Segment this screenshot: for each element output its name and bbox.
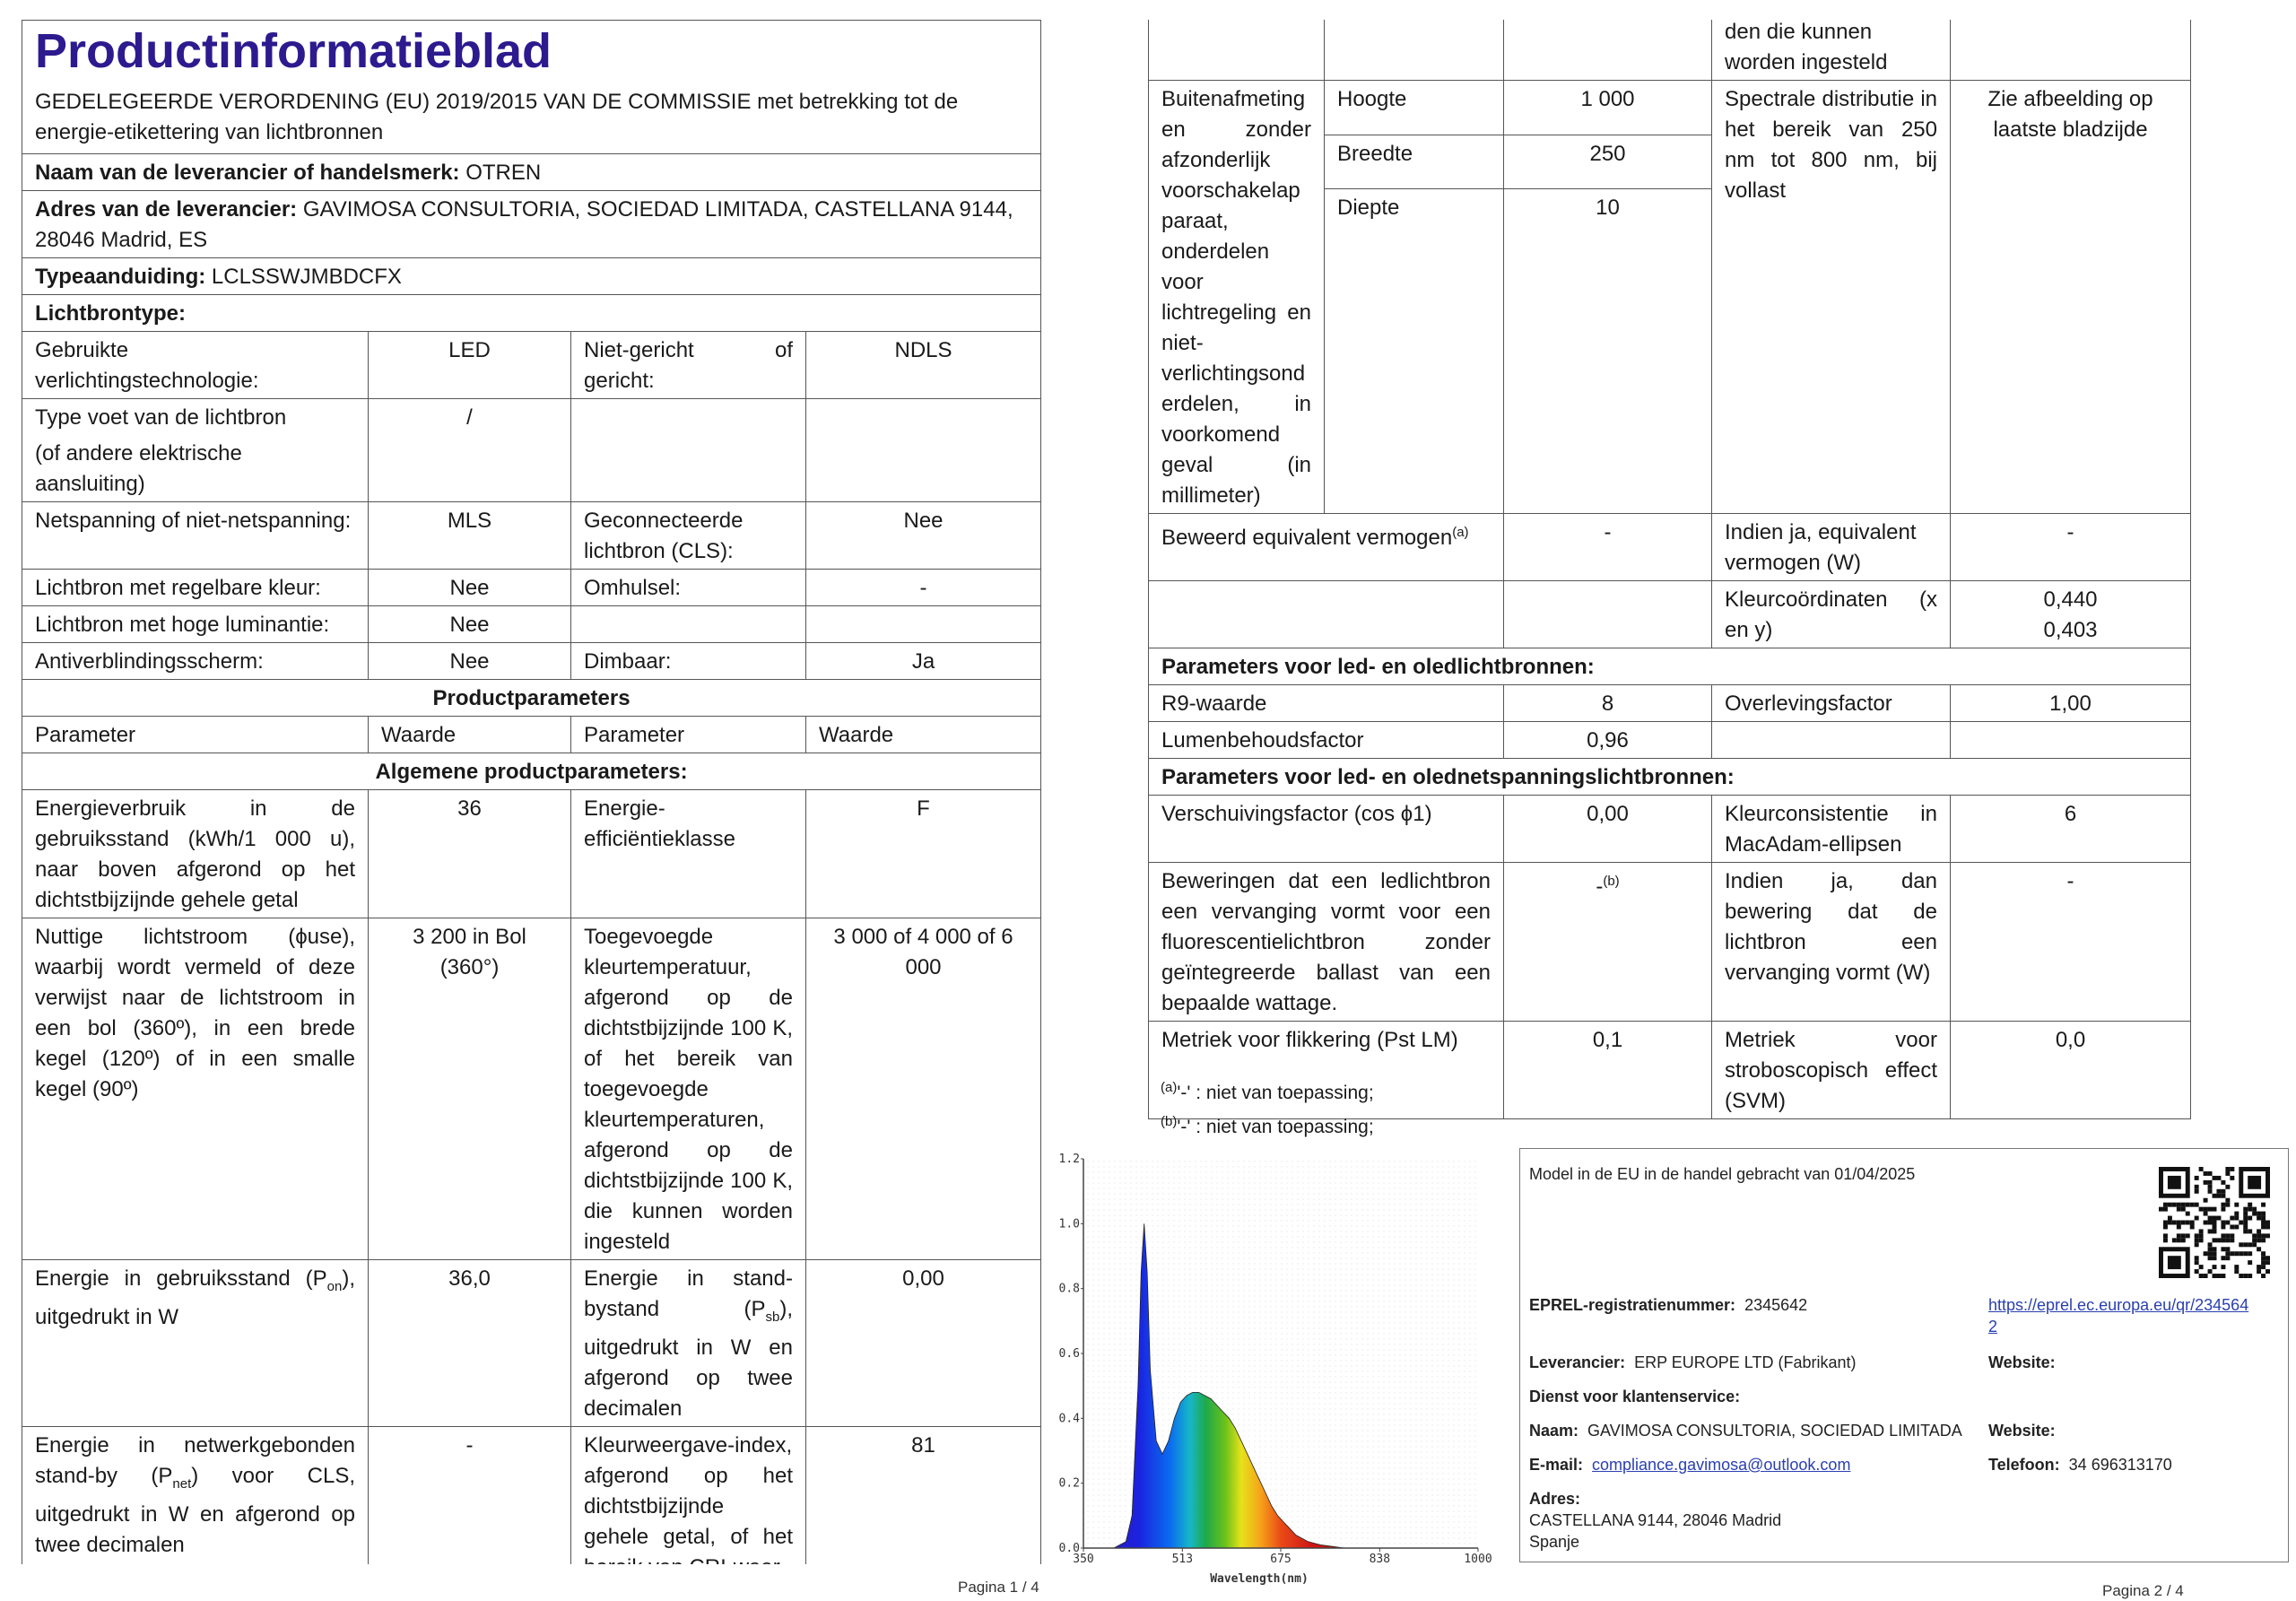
param-cell: R9-waarde <box>1149 685 1504 722</box>
column-header: Waarde <box>806 717 1041 753</box>
param-cell: Kleurweergave-index, afgerond op het dichtstbijzijnde gehele getal, of het <box>571 1426 806 1585</box>
param-cell: Lichtbron met regelbare kleur: <box>22 570 369 606</box>
column-header-row <box>22 717 1041 753</box>
value-cell: 81 <box>806 1426 1041 1585</box>
spectral-label: Spectrale distributie in het bereik van 250 nm tot 800 nm, bij vollast <box>1712 81 1951 514</box>
param-cell: Metriek voor stroboscopisch effect (SVM) <box>1712 1022 1951 1119</box>
x-tick-label: 675 <box>1270 1553 1292 1566</box>
table-row <box>22 606 1041 643</box>
value-cell: 1,00 <box>1951 685 2191 722</box>
x-axis-label: Wavelength(nm) <box>1210 1572 1309 1586</box>
param-cell: Indien ja, dan bewering dat de lichtbron een vervanging vormt (W) <box>1712 863 1951 1022</box>
section-row <box>22 680 1041 717</box>
footnote-text: '-' : niet van toepassing; <box>1177 1117 1374 1137</box>
product-parameters-heading: Productparameters <box>22 680 1041 717</box>
eprel-value: 2345642 <box>1744 1296 1808 1314</box>
x-tick-label: 513 <box>1171 1553 1194 1566</box>
model-row <box>22 258 1041 295</box>
website-label <box>1988 1352 2056 1373</box>
table-row <box>22 1426 1041 1585</box>
value-cell: 0,0 <box>1951 1022 2191 1119</box>
param-cell: Nuttige lichtstroom (ϕuse), waarbij wordt vermeld of deze verwijst naar de lichtstroom in een bol (360º), in een brede kegel (120º) of in een smalle kegel (90º) <box>22 918 369 1260</box>
param-cell: Dimbaar: <box>571 643 806 680</box>
footnote-ref: (a) <box>1452 525 1469 540</box>
param-cell: Energie-efficiëntieklasse <box>571 790 806 918</box>
table-row <box>22 1260 1041 1427</box>
param-cell <box>1149 514 1504 581</box>
supplier-label: Naam van de leverancier of handelsmerk: <box>35 161 460 185</box>
website2-label-text: Website: <box>1988 1422 2056 1440</box>
address-label: Adres van de leverancier: <box>35 197 298 222</box>
supplier-row <box>22 154 1041 191</box>
page-2-table <box>1148 0 2191 1119</box>
value-cell: LED <box>369 332 571 399</box>
dim-name: Diepte <box>1325 189 1504 514</box>
email-link[interactable]: compliance.gavimosa@outlook.com <box>1592 1456 1851 1474</box>
page-title: Productinformatieblad <box>35 24 552 78</box>
spectrum-svg <box>1048 1148 1492 1597</box>
param-cell: Geconnecteerde lichtbron (CLS): <box>571 502 806 570</box>
param-cell <box>571 1260 806 1427</box>
param-text: Beweerd equivalent vermogen <box>1161 526 1453 550</box>
x-tick-label: 838 <box>1369 1553 1391 1566</box>
table-row <box>1149 863 2191 1022</box>
email-label: E-mail: <box>1529 1456 1584 1474</box>
param-cell: Gebruikte verlichtingstechnologie: <box>22 332 369 399</box>
value-cell: NDLS <box>806 332 1041 399</box>
param-cell: Lumenbehoudsfactor <box>1149 722 1504 759</box>
phone-value: 34 696313170 <box>2068 1456 2172 1474</box>
eprel-link[interactable]: https://eprel.ec.europa.eu/qr/2345642 <box>1988 1296 2249 1336</box>
column-header: Parameter <box>571 717 806 753</box>
param-text: Energie in stand-bystand (P <box>584 1266 793 1321</box>
title-row <box>22 21 1041 154</box>
section-row <box>22 753 1041 790</box>
table-row <box>1149 514 2191 581</box>
value-cell: 3 000 of 4 000 of 6 000 <box>806 918 1041 1260</box>
dim-value: 250 <box>1504 135 1712 189</box>
eprel-label: EPREL-registratienummer: <box>1529 1296 1736 1314</box>
param-subscript: net <box>172 1475 192 1492</box>
param-text: ), uitgedrukt in W en afgerond op twee decimalen <box>584 1297 793 1421</box>
y-tick-label: 0.4 <box>1058 1412 1080 1426</box>
param-cell: Kleurcoördinaten (x en y) <box>1712 581 1951 648</box>
value-cell: Nee <box>369 606 571 643</box>
card-supplier-label: Leverancier: <box>1529 1353 1626 1371</box>
value-cell: 3 200 in Bol (360°) <box>369 918 571 1260</box>
led-section-heading: Parameters voor led- en oledlichtbronnen: <box>1149 648 2191 685</box>
param-cell: Overlevingsfactor <box>1712 685 1951 722</box>
value-cell <box>1951 581 2191 648</box>
table-row <box>22 918 1041 1260</box>
dims-label: Buitenafmetingen zonder afzonderlijk voorschakelapparaat, onderdelen voor lichtregeling en niet-verlichtingsonderdelen, in voorkomend geval (in millimeter) <box>1149 81 1325 514</box>
value-cell: / <box>369 399 571 502</box>
value-cell: 0,1 <box>1504 1022 1712 1119</box>
column-header: Waarde <box>369 717 571 753</box>
general-parameters-heading: Algemene productparameters: <box>22 753 1041 790</box>
spectral-value: Zie afbeelding op laatste bladzijde <box>1951 81 2191 514</box>
x-tick-label: 350 <box>1073 1553 1094 1566</box>
lightsource-type-row <box>22 295 1041 332</box>
value-cell: Nee <box>369 570 571 606</box>
value-cell: 6 <box>1951 796 2191 863</box>
dim-name: Breedte <box>1325 135 1504 189</box>
footnote-text: '-' : niet van toepassing; <box>1177 1083 1374 1103</box>
footnote-marker: (b) <box>1161 1114 1178 1129</box>
footnote-ref: (b) <box>1603 874 1620 889</box>
value-cell: F <box>806 790 1041 918</box>
x-tick-label: 1000 <box>1464 1553 1492 1566</box>
continued-text: den die kunnen worden ingesteld <box>1712 0 1951 81</box>
value-cell <box>806 606 1041 643</box>
info-card <box>1519 1148 2289 1562</box>
table-row <box>1149 581 2191 648</box>
qr-svg <box>2159 1167 2270 1278</box>
param-text: ), uitgedrukt in W <box>35 1266 355 1329</box>
table-row <box>1149 722 2191 759</box>
table-row <box>22 399 1041 502</box>
card-address-label: Adres: <box>1529 1490 1581 1508</box>
param-cell <box>571 606 806 643</box>
empty-cell <box>1712 722 1951 759</box>
value-cell: Ja <box>806 643 1041 680</box>
param-cell: Indien ja, equivalent vermogen (W) <box>1712 514 1951 581</box>
value-cell: 36 <box>369 790 571 918</box>
value-cell: - <box>806 570 1041 606</box>
card-supplier-value: ERP EUROPE LTD (Fabrikant) <box>1634 1353 1857 1371</box>
footnote-b <box>1161 1107 1374 1143</box>
param-cell: Kleurconsistentie in MacAdam-ellipsen <box>1712 796 1951 863</box>
param-cell <box>22 399 369 502</box>
param-cell <box>22 1260 369 1427</box>
param-cell <box>571 399 806 502</box>
supplier-row <box>1529 1352 1856 1373</box>
param-cell: Omhulsel: <box>571 570 806 606</box>
y-tick-label: 1.2 <box>1058 1153 1080 1166</box>
name-row <box>1529 1420 1962 1441</box>
lightsource-type-label: Lichtbrontype: <box>22 295 1041 332</box>
param-cell: Netspanning of niet-netspanning: <box>22 502 369 570</box>
chroma-y: 0,403 <box>2043 618 2098 642</box>
section-row <box>1149 759 2191 796</box>
page-2-top-clip <box>1139 0 2215 20</box>
name-value: GAVIMOSA CONSULTORIA, SOCIEDAD LIMITADA <box>1587 1422 1962 1440</box>
spectrum-chart <box>1048 1148 1492 1597</box>
param-cell: Verschuivingsfactor (cos ϕ1) <box>1149 796 1504 863</box>
service-label-text: Dienst voor klantenservice: <box>1529 1388 1741 1405</box>
param-text: ) voor CLS, uitgedrukt in W en afgerond op twee decimalen <box>35 1463 356 1557</box>
name-label: Naam: <box>1529 1422 1579 1440</box>
param-cell: Niet-gericht of gericht: <box>571 332 806 399</box>
market-text: Model in de EU in de handel gebracht van 01/04/2025 <box>1529 1165 1916 1183</box>
value-cell: MLS <box>369 502 571 570</box>
table-row <box>1149 796 2191 863</box>
website2-label <box>1988 1420 2056 1441</box>
param-subscript: sb <box>765 1309 780 1325</box>
param-cell: Antiverblindingsscherm: <box>22 643 369 680</box>
phone-label: Telefoon: <box>1988 1456 2060 1474</box>
service-label <box>1529 1386 1740 1407</box>
value-cell <box>806 399 1041 502</box>
table-row <box>1149 685 2191 722</box>
param-cell: Metriek voor flikkering (Pst LM) <box>1149 1022 1504 1119</box>
page-1-clip <box>0 1564 1049 1598</box>
page-number-2: Pagina 2 / 4 <box>2102 1582 2184 1599</box>
value-cell: 0,00 <box>806 1260 1041 1427</box>
table-row <box>22 502 1041 570</box>
website-label-text: Website: <box>1988 1353 2056 1371</box>
param-text: Energie in gebruiksstand (P <box>35 1266 327 1291</box>
page-number-1: Pagina 1 / 4 <box>958 1579 1039 1596</box>
footnote-a <box>1161 1073 1374 1109</box>
y-tick-label: 0.0 <box>1058 1542 1080 1555</box>
param-text: Type voet van de lichtbron <box>35 405 287 430</box>
value-cell: - <box>1951 514 2191 581</box>
model-value: LCLSSWJMBDCFX <box>211 265 402 289</box>
y-tick-label: 0.2 <box>1058 1476 1080 1491</box>
param-subtext: (of andere elektrische aansluiting) <box>35 441 242 496</box>
table-row <box>22 790 1041 918</box>
address-label <box>1529 1488 1580 1510</box>
value-cell: - <box>1951 863 2191 1022</box>
dim-value: 1 000 <box>1504 81 1712 135</box>
table-row <box>22 570 1041 606</box>
param-cell: Toegevoegde kleurtemperatuur, afgerond op de dichtstbijzijnde 100 K, of het bereik van toegevoegde kleurtemperaturen, afgerond op de dichtstbijzijnde 100 K, die kunnen worden ingesteld <box>571 918 806 1260</box>
value-cell: Nee <box>369 643 571 680</box>
value-text: - <box>1596 874 1604 899</box>
value-cell: Nee <box>806 502 1041 570</box>
y-tick-label: 1.0 <box>1058 1217 1080 1231</box>
value-cell: - <box>1504 514 1712 581</box>
qr-code-icon <box>2159 1167 2270 1278</box>
dim-value: 10 <box>1504 189 1712 514</box>
empty-cell <box>1149 581 1504 648</box>
regulation-text: GEDELEGEERDE VERORDENING (EU) 2019/2015 VAN DE COMMISSIE met betrekking tot de energie-etikettering van lichtbronnen <box>35 90 959 144</box>
chroma-x: 0,440 <box>2043 587 2098 612</box>
table-row <box>22 643 1041 680</box>
param-cell: Beweringen dat een ledlichtbron een vervanging vormt voor een fluorescentielichtbron zonder geïntegreerde ballast van een bepaalde wattage. <box>1149 863 1504 1022</box>
address-line-2: Spanje <box>1529 1533 1580 1551</box>
section-row <box>1149 648 2191 685</box>
email-row <box>1529 1454 1850 1475</box>
column-header: Parameter <box>22 717 369 753</box>
param-cell <box>22 1426 369 1585</box>
param-cell: Lichtbron met hoge luminantie: <box>22 606 369 643</box>
param-subscript: on <box>326 1278 343 1294</box>
table-row <box>22 332 1041 399</box>
value-cell: - <box>369 1426 571 1585</box>
model-label: Typeaanduiding: <box>35 265 206 289</box>
page-1-table <box>22 20 1041 1586</box>
address-row <box>22 191 1041 258</box>
value-cell: 0,00 <box>1504 796 1712 863</box>
empty-cell <box>1951 722 2191 759</box>
address-value: GAVIMOSA CONSULTORIA, SOCIEDAD LIMITADA, CASTELLANA 9144, 28046 Madrid, ES <box>35 197 1013 252</box>
mains-section-heading: Parameters voor led- en olednetspanningslichtbronnen: <box>1149 759 2191 796</box>
footnote-marker: (a) <box>1161 1080 1178 1095</box>
value-cell <box>1504 863 1712 1022</box>
eprel-row <box>1529 1294 1807 1316</box>
value-cell: 36,0 <box>369 1260 571 1427</box>
dimension-row <box>1149 81 2191 135</box>
y-tick-label: 0.6 <box>1058 1347 1080 1361</box>
value-cell: 8 <box>1504 685 1712 722</box>
y-tick-label: 0.8 <box>1058 1282 1080 1296</box>
param-cell: Energieverbruik in de gebruiksstand (kWh/1 000 u), naar boven afgerond op het dichtstbijzijnde gehele getal <box>22 790 369 918</box>
empty-cell <box>1504 581 1712 648</box>
value-cell: 0,96 <box>1504 722 1712 759</box>
param-text: Energie in netwerkgebonden stand-by (P <box>35 1432 355 1488</box>
address-line-1: CASTELLANA 9144, 28046 Madrid <box>1529 1511 1782 1529</box>
dim-name: Hoogte <box>1325 81 1504 135</box>
phone-row <box>1988 1454 2172 1475</box>
supplier-value: OTREN <box>465 161 542 185</box>
